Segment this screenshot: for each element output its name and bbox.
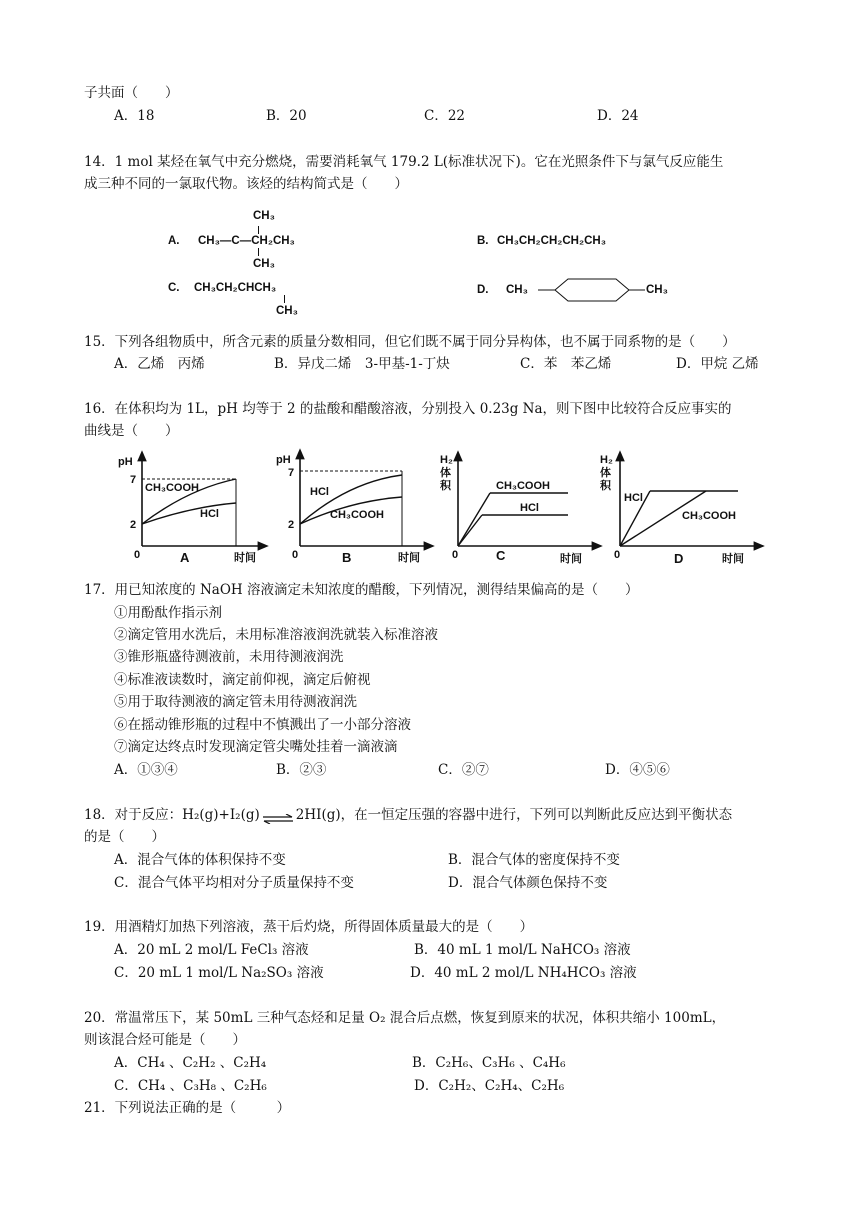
q16-stem-line2: 曲线是（ ） [84, 423, 179, 439]
q17-item-6: ⑥在摇动锥形瓶的过程中不慎溅出了一小部分溶液 [114, 717, 411, 733]
q17-option-c: C．②⑦ [438, 762, 489, 778]
q16-graph-c [440, 454, 598, 565]
q20-option-d: D．C₂H₂、C₂H₄、C₂H₆ [414, 1078, 565, 1094]
q16-c-series-1: CH₃COOH [496, 480, 550, 492]
q18-stem-line1 [84, 806, 732, 824]
q18-stem-post: 2HI(g)，在一恒定压强的容器中进行，下列可以判断此反应达到平衡状态 [295, 807, 733, 823]
q14-d-benzene-ring [0, 0, 860, 330]
q13-stem-continuation: 子共面（ ） [84, 85, 179, 101]
q17-stem: 17．用已知浓度的 NaOH 溶液滴定未知浓度的醋酸，下列情况，测得结果偏高的是（ ） [84, 582, 639, 598]
q16-graph-d [600, 454, 760, 566]
q14-a-main-chain: CH₃—C—CH₂CH₃ [198, 235, 295, 247]
q16-c-letter: C [496, 548, 506, 563]
q17-option-d: D．④⑤⑥ [605, 762, 670, 778]
q16-a-tick-2: 2 [130, 519, 137, 531]
q15-option-c: C．苯 苯乙烯 [520, 356, 612, 372]
q16-c-y-label-ji: 积 [440, 480, 451, 492]
q16-graphs [0, 445, 860, 575]
q16-d-x-label: 时间 [722, 553, 744, 565]
q17-option-b: B．②③ [276, 762, 327, 778]
q15-option-b: B．异戊二烯 3-甲基-1-丁炔 [274, 356, 450, 372]
q15-option-a: A．乙烯 丙烯 [114, 356, 205, 372]
q16-d-series-1: HCl [624, 492, 643, 504]
q19-option-b: B．40 mL 1 mol/L NaHCO₃ 溶液 [414, 942, 631, 958]
q16-d-letter: D [674, 551, 684, 566]
q16-a-series-2: HCl [200, 508, 219, 520]
q13-option-b: B．20 [266, 108, 307, 124]
equilibrium-arrow-icon [262, 811, 294, 821]
q18-stem-line2: 的是（ ） [84, 829, 165, 845]
q14-d-label: D. [477, 284, 489, 296]
q14-d-right-methyl: CH₃ [646, 284, 668, 296]
q20-stem-line2: 则该混合烃可能是（ ） [84, 1032, 246, 1048]
q14-a-top-group: CH₃ [253, 210, 275, 222]
q14-a-bottom-group: CH₃ [253, 258, 275, 270]
q14-stem-line2: 成三种不同的一氯取代物。该烃的结构简式是（ ） [84, 176, 408, 192]
q17-item-5: ⑤用于取待测液的滴定管未用待测液润洗 [114, 694, 357, 710]
q16-b-origin: 0 [292, 549, 299, 561]
q16-d-y-label-ti: 体 [600, 467, 611, 479]
q14-stem-line1: 14．1 mol 某烃在氧气中充分燃烧，需要消耗氧气 179.2 L(标准状况下)。它在光照条件下与氯气反应能生 [84, 154, 724, 170]
q14-c-branch: CH₃ [276, 305, 298, 317]
q16-a-tick-7: 7 [130, 474, 137, 486]
q16-c-y-label-ti: 体 [440, 467, 451, 479]
q20-option-c: C．CH₄ 、C₃H₈ 、C₂H₆ [114, 1078, 267, 1094]
q14-a-label: A. [168, 235, 180, 247]
q16-c-y-label-h2: H₂ [440, 454, 453, 466]
q16-b-x-label: 时间 [398, 552, 420, 564]
q21-stem: 21．下列说法正确的是（ ） [84, 1100, 291, 1116]
q14-b-label: B. [477, 235, 489, 247]
q18-option-d: D．混合气体颜色保持不变 [448, 875, 608, 891]
q16-b-series-2: CH₃COOH [330, 509, 384, 521]
q18-stem-pre: 18．对于反应：H₂(g)+I₂(g) [84, 807, 260, 823]
q14-c-chain: CH₃CH₂CHCH₃ [194, 282, 277, 294]
q17-item-7: ⑦滴定达终点时发现滴定管尖嘴处挂着一滴液滴 [114, 739, 398, 755]
q16-a-letter: A [180, 550, 190, 565]
q18-option-a: A．混合气体的体积保持不变 [114, 852, 286, 868]
q18-option-b: B．混合气体的密度保持不变 [448, 852, 620, 868]
q13-option-a: A．18 [114, 108, 155, 124]
q18-option-c: C．混合气体平均相对分子质量保持不变 [114, 875, 354, 891]
q17-item-3: ③锥形瓶盛待测液前，未用待测液润洗 [114, 649, 344, 665]
q16-a-series-1: CH₃COOH [145, 482, 199, 494]
q15-option-d: D．甲烷 乙烯 [676, 356, 759, 372]
q19-stem: 19．用酒精灯加热下列溶液，蒸干后灼烧，所得固体质量最大的是（ ） [84, 919, 534, 935]
q16-graph-b [276, 453, 430, 565]
q15-stem: 15．下列各组物质中，所含元素的质量分数相同，但它们既不属于同分异构体，也不属于同系物的是（ ） [84, 334, 736, 350]
q16-c-origin: 0 [452, 549, 459, 561]
q19-option-d: D．40 mL 2 mol/L NH₄HCO₃ 溶液 [410, 965, 637, 981]
q16-b-letter: B [342, 550, 352, 565]
q16-b-series-1: HCl [310, 486, 329, 498]
q16-b-tick-7: 7 [288, 467, 295, 479]
q17-item-1: ①用酚酞作指示剂 [114, 605, 222, 621]
q16-graph-a [118, 455, 264, 565]
q19-option-a: A．20 mL 2 mol/L FeCl₃ 溶液 [114, 942, 309, 958]
q13-option-c: C．22 [424, 108, 466, 124]
q20-option-a: A．CH₄ 、C₂H₂ 、C₂H₄ [114, 1055, 267, 1071]
q16-a-y-label: pH [118, 456, 133, 468]
q16-c-series-2: HCl [520, 502, 539, 514]
q19-option-c: C．20 mL 1 mol/L Na₂SO₃ 溶液 [114, 965, 324, 981]
q20-option-b: B．C₂H₆、C₃H₆ 、C₄H₆ [412, 1055, 566, 1071]
q16-d-origin: 0 [614, 549, 621, 561]
q17-item-4: ④标准液读数时，滴定前仰视，滴定后俯视 [114, 672, 371, 688]
q17-item-2: ②滴定管用水洗后，未用标准溶液润洗就装入标准溶液 [114, 627, 438, 643]
q16-d-y-label-ji: 积 [600, 480, 611, 492]
q16-b-y-label: pH [276, 454, 291, 466]
q14-c-label: C. [168, 282, 180, 294]
q16-stem-line1: 16．在体积均为 1L，pH 均等于 2 的盐酸和醋酸溶液，分别投入 0.23g Na，则下图中比较符合反应事实的 [84, 401, 732, 417]
q16-d-series-2: CH₃COOH [682, 510, 736, 522]
q16-d-y-label-h2: H₂ [600, 454, 613, 466]
q16-c-x-label: 时间 [560, 553, 582, 565]
q16-b-tick-2: 2 [288, 519, 295, 531]
q20-stem-line1: 20．常温常压下，某 50mL 三种气态烃和足量 O₂ 混合后点燃，恢复到原来的状况，体积共缩小 100mL， [84, 1010, 726, 1026]
q16-a-origin: 0 [134, 549, 141, 561]
q14-d-left-methyl: CH₃ [506, 284, 528, 296]
q16-a-x-label: 时间 [234, 552, 256, 564]
q14-b-chain: CH₃CH₂CH₂CH₂CH₃ [497, 235, 607, 247]
q17-option-a: A．①③④ [114, 762, 178, 778]
q13-option-d: D．24 [597, 108, 639, 124]
